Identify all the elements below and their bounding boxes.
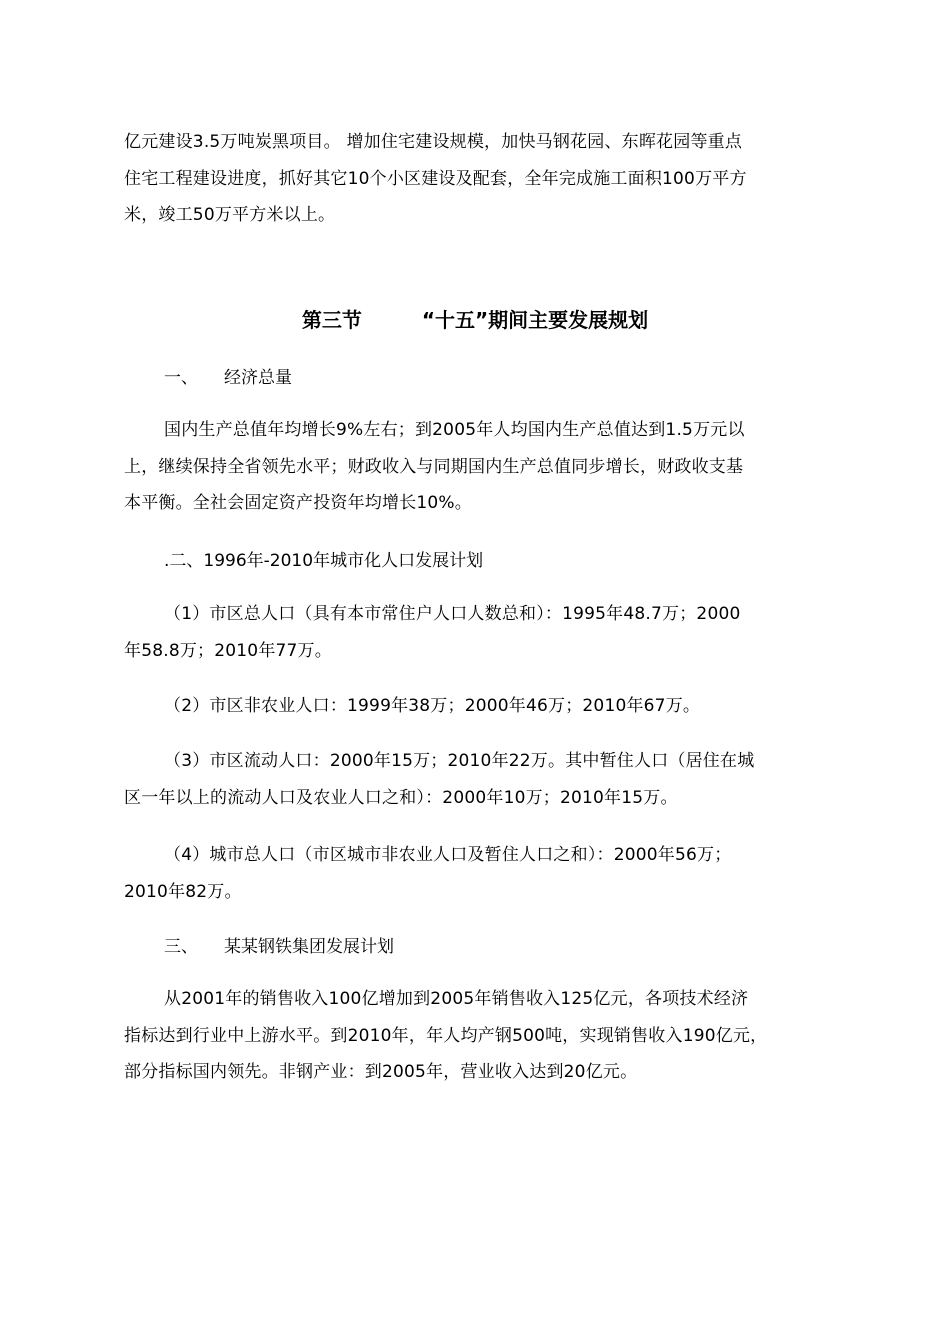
part2-item4-line: 2010年82万。 (124, 881, 242, 902)
part2-heading: .二、1996年-2010年城市化人口发展计划 (164, 551, 484, 571)
part2-item4-line: （4）城市总人口（市区城市非农业人口及暂住人口之和）：2000年56万； (164, 845, 732, 865)
part2-item3 (124, 743, 836, 816)
part1-number: 一、 (164, 368, 198, 388)
part3-line: 指标达到行业中上游水平。到2010年，年人均产钢500吨，实现销售收入190亿元， (124, 1025, 768, 1046)
part3-line: 部分指标国内领先。非钢产业：到2005年，营业收入达到20亿元。 (124, 1062, 638, 1082)
part1-line: 上，继续保持全省领先水平；财政收入与同期国内生产总值同步增长，财政收支基 (124, 456, 744, 477)
section-title: “十五”期间主要发展规划 (421, 308, 649, 332)
part2-item1-line: 年58.8万；2010年77万。 (124, 640, 332, 661)
section-label: 第三节 (301, 308, 362, 332)
intro-line: 住宅工程建设进度，抓好其它10个小区建设及配套，全年完成施工面积100万平方 (124, 168, 747, 189)
part2-item2-line: （2）市区非农业人口：1999年38万；2000年46万；2010年67万。 (164, 696, 701, 716)
part1-line: 国内生产总值年均增长9%左右；到2005年人均国内生产总值达到1.5万元以 (164, 420, 745, 440)
part1-line: 本平衡。全社会固定资产投资年均增长10%。 (124, 493, 472, 513)
part3-number: 三、 (164, 937, 198, 957)
part2-item3-line: 区一年以上的流动人口及农业人口之和）：2000年10万；2010年15万。 (124, 787, 678, 808)
part2-item2 (124, 688, 836, 725)
intro-line: 米，竣工50万平方米以上。 (124, 205, 336, 225)
part1-heading (164, 360, 292, 396)
part2-item3-line: （3）市区流动人口：2000年15万；2010年22万。其中暂住人口（居住在城 (164, 751, 755, 771)
section-heading (0, 302, 950, 338)
part1-paragraph (124, 412, 836, 522)
intro-paragraph (124, 124, 836, 234)
part2-item1-line: （1）市区总人口（具有本市常住户人口人数总和）：1995年48.7万；2000 (164, 604, 741, 624)
part3-line: 从2001年的销售收入100亿增加到2005年销售收入125亿元，各项技术经济 (164, 989, 749, 1009)
part3-title: 某某钢铁集团发展计划 (224, 937, 394, 957)
part2-item1 (124, 596, 836, 669)
part3-heading (164, 929, 394, 965)
intro-line: 亿元建设3.5万吨炭黑项目。 增加住宅建设规模，加快马钢花园、东晖花园等重点 (124, 132, 743, 152)
part3-paragraph (124, 981, 836, 1091)
part1-title: 经济总量 (224, 368, 292, 388)
part2-item4 (124, 837, 836, 910)
